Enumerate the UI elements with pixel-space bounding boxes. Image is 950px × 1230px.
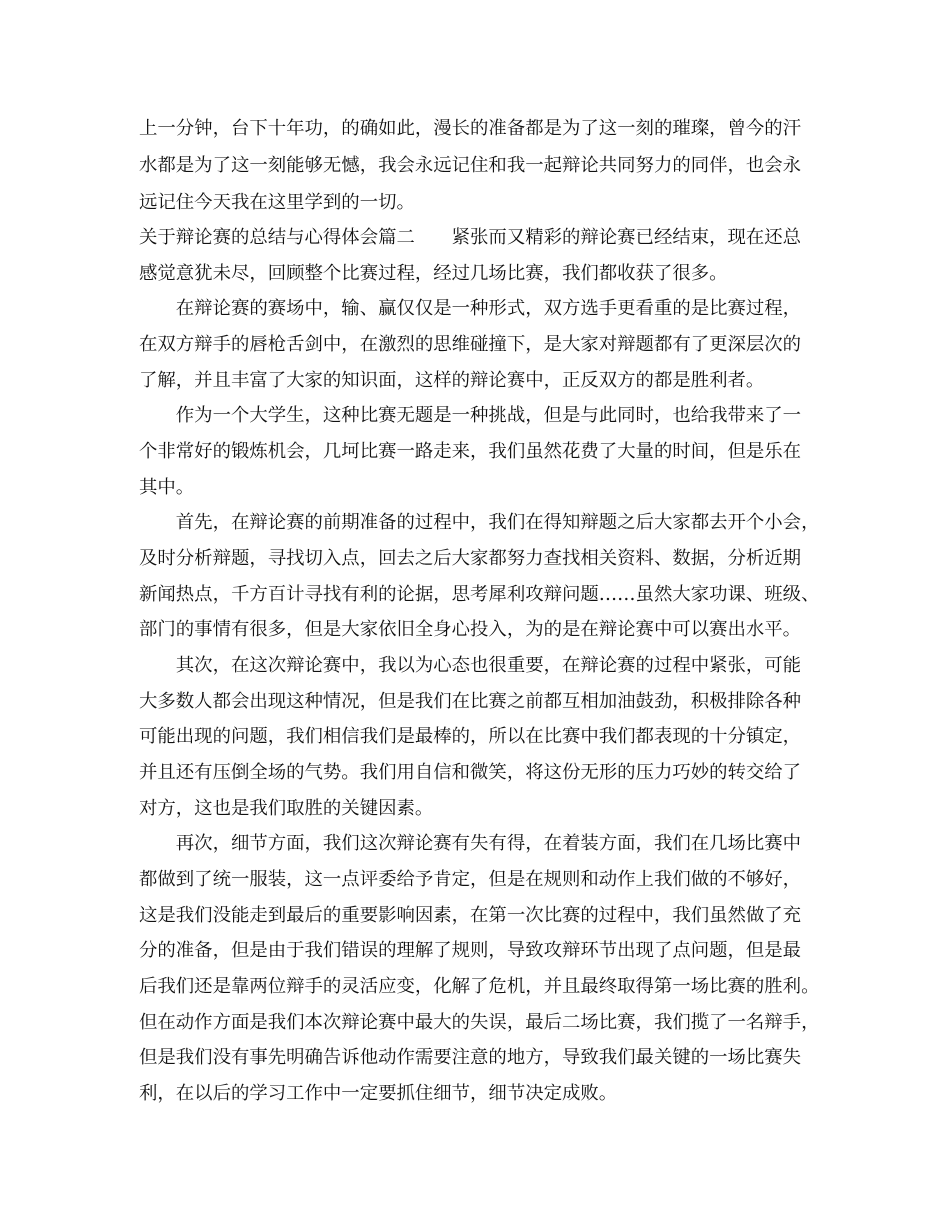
- text-line: 了解，并且丰富了大家的知识面，这样的辩论赛中，正反双方的都是胜利者。: [139, 370, 765, 391]
- text-line: 利，在以后的学习工作中一定要抓住细节，细节决定成败。: [139, 1083, 618, 1104]
- text-line: 个非常好的锻炼机会，几坷比赛一路走来，我们虽然花费了大量的时间，但是乐在: [139, 441, 802, 462]
- text-line: 但在动作方面是我们本次辩论赛中最大的失误，最后二场比赛，我们揽了一名辩手，: [139, 1012, 820, 1033]
- text-line: 在双方辩手的唇枪舌剑中，在激烈的思维碰撞下，是大家对辩题都有了更深层次的: [139, 334, 802, 355]
- text-line: 对方，这也是我们取胜的关键因素。: [139, 798, 434, 819]
- paragraph-start-line: 作为一个大学生，这种比赛无题是一种挑战，但是与此同时，也给我带来了一: [139, 405, 802, 426]
- paragraph-start-line: 再次，细节方面，我们这次辩论赛有失有得，在着装方面，我们在几场比赛中: [139, 833, 802, 854]
- text-line: 后我们还是靠两位辩手的灵活应变，化解了危机，并且最终取得第一场比赛的胜利。: [139, 976, 820, 997]
- text-line: 并且还有压倒全场的气势。我们用自信和微笑，将这份无形的压力巧妙的转交给了: [139, 762, 802, 783]
- text-line: 远记住今天我在这里学到的一切。: [139, 192, 415, 213]
- paragraph-start-line: 在辩论赛的赛场中，输、赢仅仅是一种形式，双方选手更看重的是比赛过程，: [139, 298, 802, 319]
- text-line: 新闻热点，千方百计寻找有利的论据，思考犀利攻辩问题……虽然大家功课、班级、: [139, 584, 820, 605]
- paragraph-start-line: 其次，在这次辩论赛中，我以为心态也很重要，在辩论赛的过程中紧张，可能: [139, 655, 802, 676]
- section-heading-line: 关于辩论赛的总结与心得体会篇二 紧张而又精彩的辩论赛已经结束，现在还总: [139, 227, 802, 248]
- text-line: 其中。: [139, 477, 195, 498]
- text-line: 大多数人都会出现这种情况，但是我们在比赛之前都互相加油鼓劲，积极排除各种: [139, 691, 802, 712]
- text-line: 分的准备，但是由于我们错误的理解了规则，导致攻辩环节出现了点问题，但是最: [139, 940, 802, 961]
- text-line: 但是我们没有事先明确告诉他动作需要注意的地方，导致我们最关键的一场比赛失: [139, 1047, 802, 1068]
- text-line: 及时分析辩题，寻找切入点，回去之后大家都努力查找相关资料、数据，分析近期: [139, 548, 802, 569]
- text-line: 这是我们没能走到最后的重要影响因素，在第一次比赛的过程中，我们虽然做了充: [139, 905, 802, 926]
- text-line: 可能出现的问题，我们相信我们是最棒的，所以在比赛中我们都表现的十分镇定，: [139, 726, 802, 747]
- text-line: 部门的事情有很多，但是大家依旧全身心投入，为的是在辩论赛中可以赛出水平。: [139, 619, 802, 640]
- text-line: 感觉意犹未尽，回顾整个比赛过程，经过几场比赛，我们都收获了很多。: [139, 263, 728, 284]
- paragraph-start-line: 首先，在辩论赛的前期准备的过程中，我们在得知辩题之后大家都去开个小会，: [139, 512, 820, 533]
- text-line: 水都是为了这一刻能够无憾，我会永远记住和我一起辩论共同努力的同伴，也会永: [139, 155, 802, 176]
- text-line: 上一分钟，台下十年功，的确如此，漫长的准备都是为了这一刻的璀璨，曾今的汗: [139, 118, 802, 139]
- text-line: 都做到了统一服装，这一点评委给予肯定，但是在规则和动作上我们做的不够好，: [139, 869, 802, 890]
